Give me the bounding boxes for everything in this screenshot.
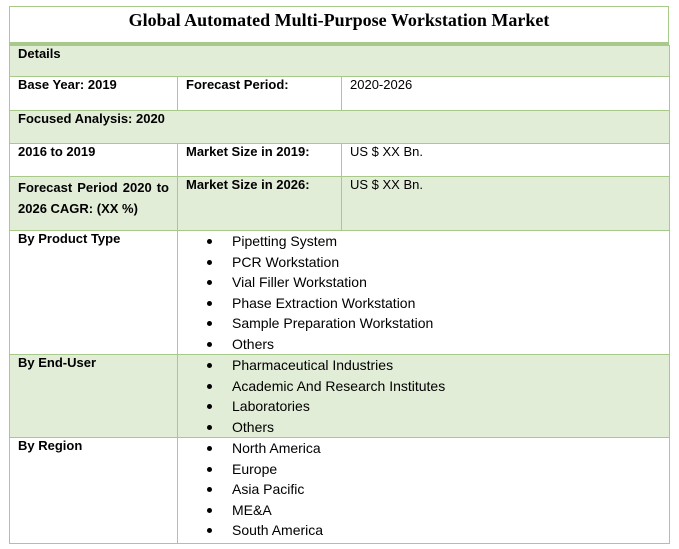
segment-label-end-user: By End-User (10, 355, 178, 438)
table-row (10, 111, 670, 144)
list-item: ME&A (186, 500, 661, 521)
table-row (10, 46, 670, 77)
forecast-period-label: Forecast Period: (178, 77, 342, 111)
market-size-2026-label: Market Size in 2026: (178, 177, 342, 231)
list-item: Pharmaceutical Industries (186, 355, 661, 376)
market-size-2026-value: US $ XX Bn. (342, 177, 670, 231)
list-item: Pipetting System (186, 231, 661, 252)
table-row (10, 231, 670, 355)
list-item: PCR Workstation (186, 252, 661, 273)
end-user-list (186, 355, 661, 437)
bullet-icon (207, 280, 212, 285)
report-table-frame (9, 6, 669, 544)
list-item: Academic And Research Institutes (186, 376, 661, 397)
list-item: Phase Extraction Workstation (186, 293, 661, 314)
table-row (10, 438, 670, 544)
table-row (10, 144, 670, 177)
bullet-icon (207, 508, 212, 513)
market-size-2019-label: Market Size in 2019: (178, 144, 342, 177)
list-item: Others (186, 417, 661, 438)
bullet-icon (207, 446, 212, 451)
bullet-icon (207, 528, 212, 533)
list-item: Laboratories (186, 396, 661, 417)
details-header: Details (10, 46, 670, 77)
list-item: Others (186, 334, 661, 355)
focused-analysis-cell: Focused Analysis: 2020 (10, 111, 670, 144)
bullet-icon (207, 467, 212, 472)
table-row (10, 177, 670, 231)
list-item: Europe (186, 459, 661, 480)
segment-label-product-type: By Product Type (10, 231, 178, 355)
bullet-icon (207, 321, 212, 326)
historic-period-cell: 2016 to 2019 (10, 144, 178, 177)
list-item: South America (186, 520, 661, 541)
bullet-icon (207, 425, 212, 430)
bullet-icon (207, 404, 212, 409)
bullet-icon (207, 260, 212, 265)
product-type-list (186, 231, 661, 354)
list-item: North America (186, 438, 661, 459)
cagr-cell: Forecast Period 2020 to 2026 CAGR: (XX %) (10, 177, 178, 231)
table-row (10, 77, 670, 111)
segment-items-product-type (178, 231, 670, 355)
bullet-icon (207, 342, 212, 347)
bullet-icon (207, 239, 212, 244)
market-details-table (9, 45, 670, 544)
region-list (186, 438, 661, 541)
bullet-icon (207, 487, 212, 492)
table-row (10, 355, 670, 438)
bullet-icon (207, 384, 212, 389)
list-item: Sample Preparation Workstation (186, 313, 661, 334)
segment-items-region (178, 438, 670, 544)
segment-items-end-user (178, 355, 670, 438)
report-title: Global Automated Multi-Purpose Workstation Market (9, 6, 669, 42)
bullet-icon (207, 363, 212, 368)
list-item: Asia Pacific (186, 479, 661, 500)
base-year-cell: Base Year: 2019 (10, 77, 178, 111)
bullet-icon (207, 301, 212, 306)
market-size-2019-value: US $ XX Bn. (342, 144, 670, 177)
forecast-period-value: 2020-2026 (342, 77, 670, 111)
segment-label-region: By Region (10, 438, 178, 544)
list-item: Vial Filler Workstation (186, 272, 661, 293)
